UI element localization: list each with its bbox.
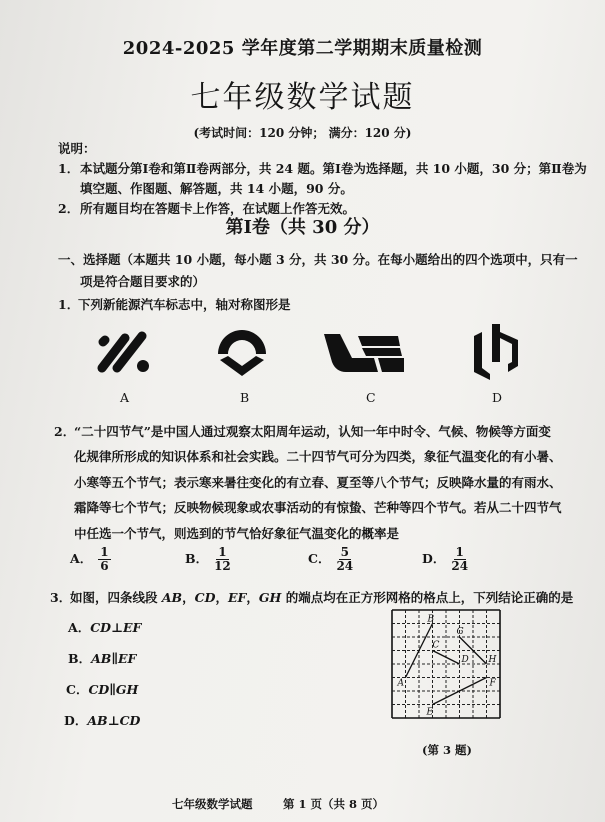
section-heading: 一、选择题（本题共 10 小题，每小题 3 分，共 30 分。在每小题给出的四个选项中，只有一 <box>58 252 578 267</box>
question-stem: 如图，四条线段 AB，CD，EF，GH 的端点均在正方形网格的格点上，下列结论正确的是 <box>70 590 574 605</box>
logo-arch-chevron-icon <box>214 326 270 378</box>
option-b: B．AB∥EF <box>68 651 137 666</box>
instruction-line: 本试题分第Ⅰ卷和第Ⅱ卷两部分，共 24 题。第Ⅰ卷为选择题，共 10 小题，30 分；第Ⅱ卷为 <box>80 161 587 176</box>
footer-subject: 七年级数学试题 <box>172 797 253 811</box>
logo-slashes-icon <box>95 328 165 376</box>
instruction-line: 填空题、作图题、解答题，共 14 小题，90 分。 <box>80 181 353 196</box>
exam-info: (考试时间：120 分钟； 满分：120 分) <box>193 126 412 140</box>
option-label: D <box>492 390 503 405</box>
instruction-num: 1． <box>58 161 80 176</box>
question-stem: 小寒等五个节气；表示寒来暑往变化的有立春、夏至等八个节气；反映降水量的有雨水、 <box>74 475 562 490</box>
point-label-D: D <box>461 655 469 665</box>
option-c: C．CD∥GH <box>66 682 139 697</box>
question-number: 3． <box>50 590 72 605</box>
option-label: A <box>120 390 130 405</box>
section-heading: 项是符合题目要求的） <box>80 274 206 289</box>
instruction-num: 2． <box>58 201 80 216</box>
figure-caption: (第 3 题) <box>422 743 472 757</box>
logo-li-icon <box>322 332 406 374</box>
question-stem: 霜降等七个节气；反映物候现象或农事活动的有惊蛰、芒种等四个节气。若从二十四节气 <box>74 500 562 515</box>
question-stem: 下列新能源汽车标志中，轴对称图形是 <box>78 297 291 312</box>
footer-page: 第 1 页（共 8 页） <box>283 797 385 811</box>
subject-title: 七年级数学试题 <box>190 80 415 115</box>
grid-figure <box>390 608 502 720</box>
point-label-A: A <box>397 678 404 689</box>
instructions-heading: 说明： <box>58 141 96 156</box>
point-label-B: B <box>427 614 435 625</box>
point-label-E: E <box>426 707 434 718</box>
point-label-F: F <box>489 678 496 689</box>
logo-lp-icon <box>470 322 522 382</box>
question-number: 1． <box>58 297 80 312</box>
option-a: A．CD⊥EF <box>68 620 142 635</box>
option-label: C <box>366 390 376 405</box>
option-label: B <box>240 390 250 405</box>
point-label-G: G <box>456 627 464 637</box>
part1-title: 第Ⅰ卷（共 30 分） <box>225 217 380 238</box>
option-b: B． $\frac{1}{12}$ <box>185 545 231 573</box>
instruction-line: 所有题目均在答题卡上作答，在试题上作答无效。 <box>80 201 356 216</box>
exam-title: 2024-2025 学年度第二学期期末质量检测 <box>122 38 483 59</box>
question-number: 2． <box>54 424 76 439</box>
option-a: A． $\frac{1}{6}$ <box>70 545 109 573</box>
question-stem: 化规律所形成的知识体系和社会实践。二十四节气可分为四类，象征气温变化的有小暑、 <box>74 449 562 464</box>
option-d: D．AB⊥CD <box>64 713 141 728</box>
question-stem: 中任选一个节气，则选到的节气恰好象征气温变化的概率是 <box>74 526 400 541</box>
option-d: D． $\frac{1}{24}$ <box>422 545 469 573</box>
point-label-H: H <box>488 655 497 665</box>
point-label-C: C <box>432 640 440 651</box>
option-c: C． $\frac{5}{24}$ <box>308 545 354 573</box>
question-stem: “二十四节气”是中国人通过观察太阳周年运动，认知一年中时令、气候、物候等方面变 <box>74 424 551 439</box>
